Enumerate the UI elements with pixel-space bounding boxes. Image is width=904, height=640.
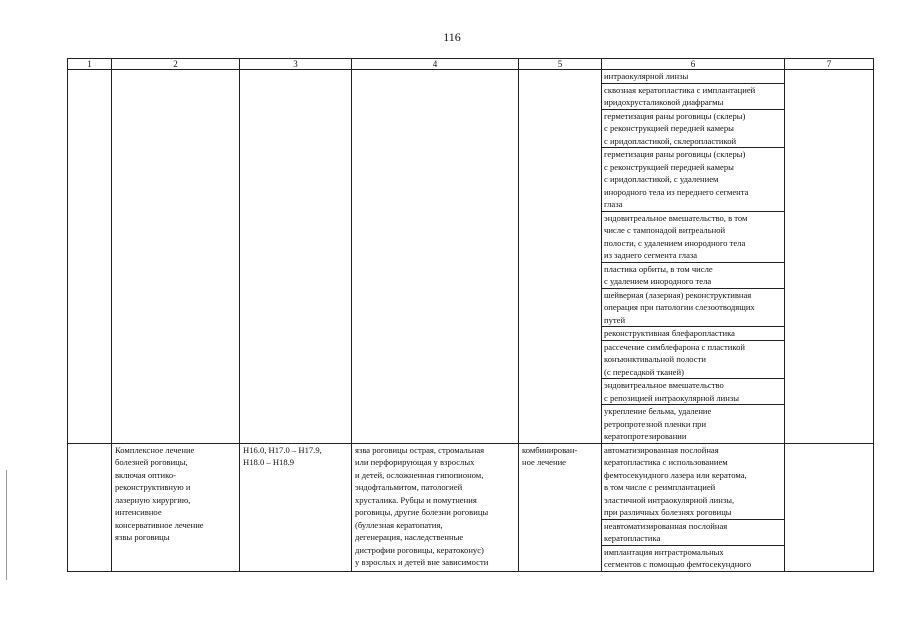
service-item: автоматизированная послойная кератопластика с использованием фемтосекундного лазера или кератома, в том числе с реимплантацией эластичной интраокулярной линзы, при различных болезнях роговицы <box>602 444 784 520</box>
service-item: герметизация раны роговицы (склеры) с реконструкцией передней камеры с иридопластикой, склеропластикой <box>602 110 784 149</box>
cell-number <box>68 70 112 444</box>
service-item: шейверная (лазерная) реконструктивная операция при патологии слезоотводящих путей <box>602 289 784 328</box>
service-item: рассечение симблефарона с пластикой конъюнктивальной полости (с пересадкой тканей) <box>602 341 784 380</box>
cell-treatment-type <box>519 70 602 444</box>
medical-services-table <box>67 58 874 572</box>
service-item: укрепление бельма, удаление ретропротезной пленки при кератопротезировании <box>604 406 712 441</box>
cell-name <box>112 70 240 444</box>
service-item: эндовитреальное вмешательство с репозицией интраокулярной линзы <box>602 379 784 405</box>
column-header: 7 <box>785 59 874 70</box>
column-header: 6 <box>602 59 785 70</box>
table-row <box>68 70 874 444</box>
service-item: сквозная кератопластика с имплантацией иридохрусталиковой диафрагмы <box>602 84 784 110</box>
column-header: 3 <box>240 59 352 70</box>
service-item: пластика орбиты, в том числе с удалением инородного тела <box>602 263 784 289</box>
cell-treatment-type: комбинирован- ное лечение <box>519 443 602 571</box>
service-item: имплантация интрастромальных сегментов с помощью фемтосекундного <box>604 546 752 569</box>
scan-artifact <box>6 470 7 580</box>
cell-diagnosis <box>352 70 519 444</box>
service-item: интраокулярной линзы <box>602 70 784 84</box>
page-number: 116 <box>443 30 461 44</box>
cell-number <box>68 443 112 571</box>
cell-services <box>602 70 785 444</box>
column-header: 1 <box>68 59 112 70</box>
cell-cost <box>785 443 874 571</box>
column-number-row <box>68 59 874 70</box>
service-item: неавтоматизированная послойная кератопластика <box>602 520 784 546</box>
cell-codes: H16.0, H17.0 – H17.9, H18.0 – H18.9 <box>240 443 352 571</box>
service-item: реконструктивная блефаропластика <box>602 327 784 341</box>
service-item: герметизация раны роговицы (склеры) с реконструкцией передней камеры с иридопластикой, с удалением инородного тела из переднего сегмента глаза <box>602 148 784 212</box>
column-header: 4 <box>352 59 519 70</box>
cell-diagnosis: язва роговицы острая, стромальная или перфорирующая у взрослых и детей, осложненная гипопионом, эндофтальмитом, патологией хрусталика. Рубцы и помутнения роговицы, другие болезни роговицы (буллезная кератопатия, дегенерация, наследственные дистрофии роговицы, кератоконус) у взрослых и детей вне зависимости <box>352 443 519 571</box>
cell-services <box>602 443 785 571</box>
cell-codes <box>240 70 352 444</box>
table-row <box>68 443 874 571</box>
cell-cost <box>785 70 874 444</box>
column-header: 5 <box>519 59 602 70</box>
column-header: 2 <box>112 59 240 70</box>
cell-name: Комплексное лечение болезней роговицы, включая оптико- реконструктивную и лазерную хирургию, интенсивное консервативное лечение язвы роговицы <box>112 443 240 571</box>
service-item: эндовитреальное вмешательство, в том числе с тампонадой витреальной полости, с удалением инородного тела из заднего сегмента глаза <box>602 212 784 263</box>
